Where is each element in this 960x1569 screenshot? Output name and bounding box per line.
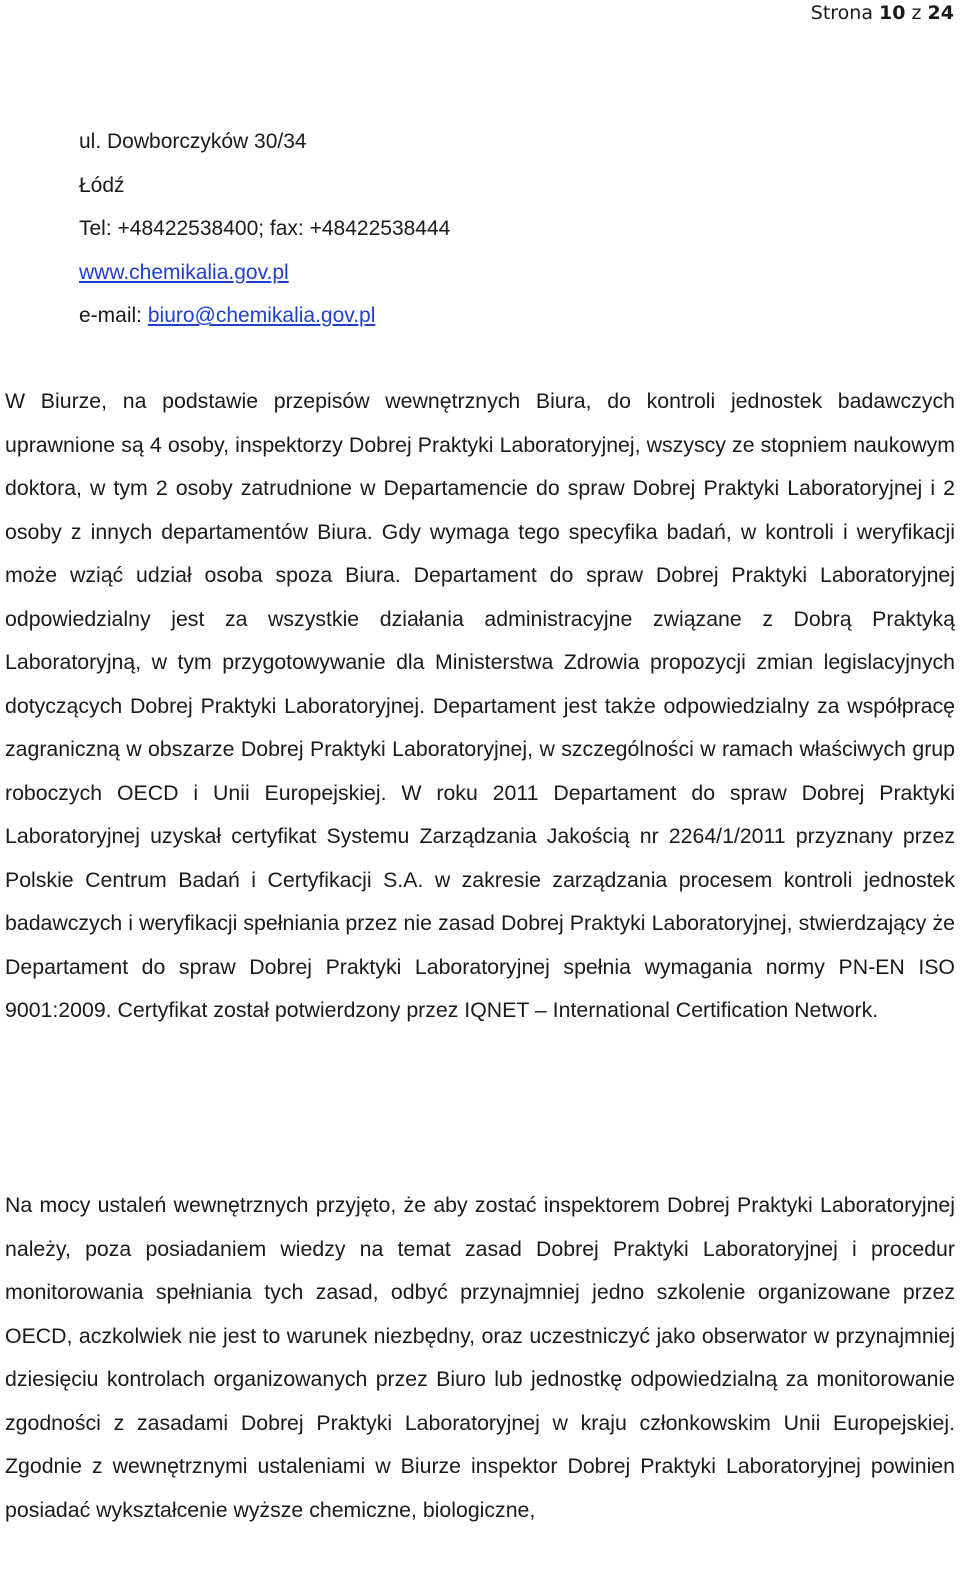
total-pages-number: 24 [927, 2, 954, 24]
email-label: e-mail: [79, 304, 148, 327]
page-label: Strona [810, 2, 880, 24]
phone-fax: Tel: +48422538400; fax: +48422538444 [79, 217, 451, 240]
email-line [79, 294, 450, 338]
email-link[interactable]: biuro@chemikalia.gov.pl [147, 304, 376, 327]
website-line [79, 251, 450, 295]
website-link[interactable]: www.chemikalia.gov.pl [79, 260, 289, 284]
current-page-number: 10 [879, 2, 906, 24]
address-block [79, 120, 450, 338]
page-separator: z [905, 2, 928, 24]
city: Łódź [79, 173, 125, 197]
body-paragraph-requirements: Na mocy ustaleń wewnętrznych przyjęto, że aby zostać inspektorem Dobrej Praktyki Laboratoryjnej należy, poza posiadaniem wiedzy na temat zasad Dobrej Praktyki Laboratoryjnej i procedur monitorowania spełniania tych zasad, odbyć przynajmniej jedno szkolenie organizowane przez OECD, aczkolwiek nie jest to warunek niezbędny, oraz uczestniczyć jako obserwator w przynajmniej dziesięciu kontrolach organizowanych przez Biuro lub jednostkę odpowiedzialną za monitorowanie zgodności z zasadami Dobrej Praktyki Laboratoryjnej w kraju członkowskim Unii Europejskiej. Zgodnie z wewnętrznymi ustaleniami w Biurze inspektor Dobrej Praktyki Laboratoryjnej powinien posiadać wykształcenie wyższe chemiczne, biologiczne, [5, 1193, 955, 1522]
page-number-header [811, 0, 954, 30]
street-address: ul. Dowborczyków 30/34 [79, 130, 307, 153]
body-paragraph-inspectors: W Biurze, na podstawie przepisów wewnętrznych Biura, do kontroli jednostek badawczych uprawnione są 4 osoby, inspektorzy Dobrej Praktyki Laboratoryjnej, wszyscy ze stopniem naukowym doktora, w tym 2 osoby zatrudnione w Departamencie do spraw Dobrej Praktyki Laboratoryjnej i 2 osoby z innych departamentów Biura. Gdy wymaga tego specyfika badań, w kontroli i weryfikacji może wziąć udział osoba spoza Biura. Departament do spraw Dobrej Praktyki Laboratoryjnej odpowiedzialny jest za wszystkie działania administracyjne związane z Dobrą Praktyką Laboratoryjną, w tym przygotowywanie dla Ministerstwa Zdrowia propozycji zmian legislacyjnych dotyczących Dobrej Praktyki Laboratoryjnej. Departament jest także odpowiedzialny za współpracę zagraniczną w obszarze Dobrej Praktyki Laboratoryjnej, w szczególności w ramach właściwych grup roboczych OECD i Unii Europejskiej. W roku 2011 Departament do spraw Dobrej Praktyki Laboratoryjnej uzyskał certyfikat Systemu Zarządzania Jakością nr 2264/1/2011 przyznany przez Polskie Centrum Badań i Certyfikacji S.A. w zakresie zarządzania procesem kontroli jednostek badawczych i weryfikacji spełniania przez nie zasad Dobrej Praktyki Laboratoryjnej, stwierdzający że Departament do spraw Dobrej Praktyki Laboratoryjnej spełnia wymagania normy PN-EN ISO 9001:2009. Certyfikat został potwierdzony przez IQNET – International Certification Network. [5, 389, 955, 1022]
